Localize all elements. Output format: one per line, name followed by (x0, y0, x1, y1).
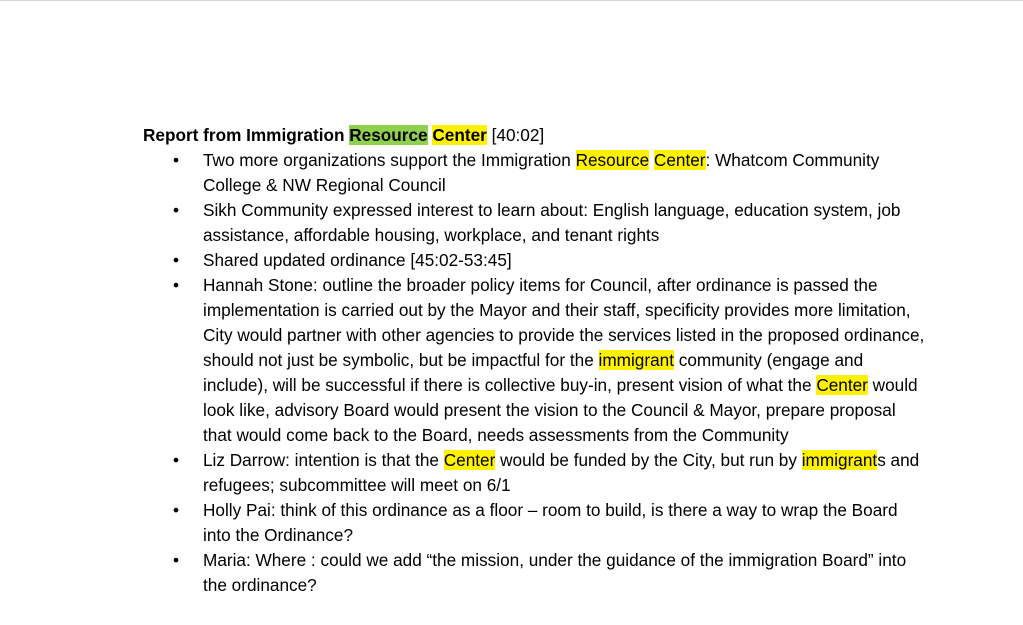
bullet-icon: • (172, 500, 180, 520)
list-item (143, 498, 927, 548)
item-text: Two more organizations support the Immigration (203, 150, 576, 170)
list-item (143, 448, 927, 498)
item-text: Liz Darrow: intention is that the (203, 450, 444, 470)
bullet-icon: • (172, 150, 180, 170)
item-text: s and refugees; subcommittee will meet on 6/1 (203, 450, 920, 495)
heading-text: Report from Immigration (143, 125, 350, 145)
list-item (143, 148, 927, 198)
item-text: Holly Pai: think of this ordinance as a floor – room to build, is there a way to wrap the Board into the Ordinance? (203, 500, 898, 545)
heading-timestamp: [40:02] (486, 125, 545, 145)
highlight-immigrant: immigrant (801, 450, 878, 470)
bullet-icon: • (172, 250, 180, 270)
highlight-immigrant: immigrant (598, 350, 674, 370)
section-heading (143, 123, 943, 148)
bullet-icon: • (172, 275, 180, 295)
highlight-center: Center (432, 125, 487, 145)
list-item (143, 273, 927, 448)
item-text: Sikh Community expressed interest to learn about: English language, education system, job assistance, affordable housing, workplace, and tenant rights (203, 200, 901, 245)
item-text: : Whatcom Community College & NW Regional Council (203, 150, 880, 195)
highlight-center: Center (443, 450, 496, 470)
bullet-icon: • (172, 200, 180, 220)
highlight-resource: Resource (575, 150, 650, 170)
bullet-icon: • (172, 450, 180, 470)
item-text: would be funded by the City, but run by (495, 450, 802, 470)
item-text: Hannah Stone: outline the broader policy items for Council, after ordinance is passed the implementation is carried out by the Mayor and their staff, specificity provides more limitation, City would partner with other agencies to provide the services listed in the proposed ordinance, should not just be symbolic, but be impactful for the (203, 275, 925, 370)
highlight-center: Center (816, 375, 868, 395)
highlight-resource: Resource (349, 125, 428, 145)
item-text: community (engage and include), will be successful if there is collective buy-in, present vision of what the (203, 350, 864, 395)
document-body (143, 123, 943, 598)
item-text: Shared updated ordinance [45:02-53:45] (203, 250, 512, 270)
list-item (143, 548, 927, 598)
list-item (143, 248, 927, 273)
list-item (143, 198, 927, 248)
bullet-icon: • (172, 550, 180, 570)
item-text: Maria: Where : could we add “the mission, under the guidance of the immigration Board” into the ordinance? (203, 550, 907, 595)
bullet-list (143, 148, 943, 598)
item-text: would look like, advisory Board would present the vision to the Council & Mayor, prepare proposal that would come back to the Board, needs assessments from the Community (203, 375, 918, 445)
highlight-center: Center (653, 150, 706, 170)
